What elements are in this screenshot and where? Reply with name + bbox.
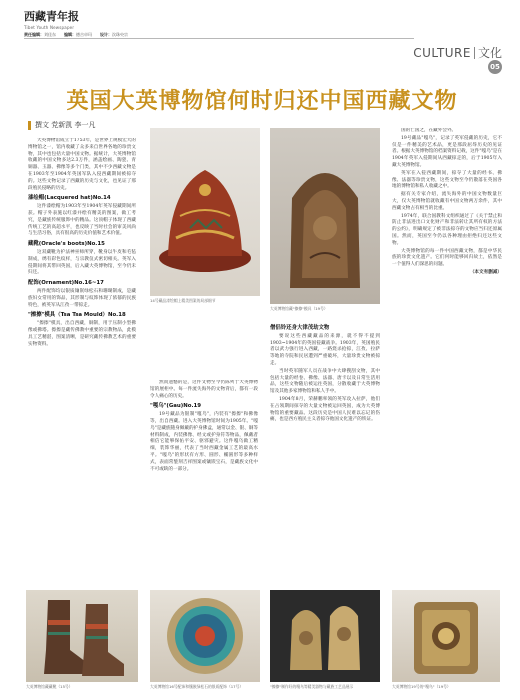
newspaper-logo: 西藏青年报: [24, 10, 79, 23]
paragraph: 19号藏品为银制"嘎乌"，内装有"擦擦"和佛像等，出自西藏。进入大英博物馆时间为1905年。"嘎乌"是藏族随身佩戴的护身佛盒，通常以金、银、铜等材料制成，内装佛像、经文或护身符等物品，佩戴者相信它能够保佑平安、驱邪避灾。这件嘎乌做工精细，装饰华丽，代表了当时西藏金属工艺的最高水平。"嘎乌"的形状有方形、圆形、椭圆形等多种样式，表面常錾刻吉祥图案或镶嵌宝石，是藏族文化中不可或缺的一部分。: [150, 412, 258, 472]
oracle-boots-image: [26, 590, 138, 682]
photo-ornament: [150, 590, 260, 682]
article-headline: 英国大英博物馆何时归还中国西藏文物: [66, 89, 458, 114]
page-number-badge: 05: [488, 60, 502, 74]
paragraph: 大英博物馆的每一件中国西藏文物，都是中华民族的珍贵文化遗产。它们何时能够回归故土，依然是一个值得人们深思的问题。: [392, 248, 502, 268]
section-divider: [474, 47, 475, 59]
article-signature: （本文有删减）: [469, 269, 502, 275]
paragraph: 1904年8月，荣赫鹏率领的英军攻入拉萨，他们在占领期间掠夺的大量文物被运回英国，成为大英博物馆的重要藏品。这段历史是中国人民难以忘记的伤痛，也是西方殖民主义者掠夺他国文化遗产的铁证。: [270, 396, 380, 423]
caption-gau: 大英博物馆19号的"嘎乌"（19号）: [392, 684, 451, 689]
byline: [28, 120, 95, 130]
credit-editor: 编辑：德吉卓玛: [64, 32, 92, 37]
paragraph: 当时英军随军人员在战争中大肆搜刮文物，其中包括大量的经卷、佛像、法器、唐卡以及日常生活用品，这些文物随后被运往英国，分散收藏于大英博物馆及其他多家博物馆和私人手中。: [270, 368, 380, 395]
subhead-oracle-boots: 藏靴(Oracle's boots)No.15: [28, 241, 105, 248]
ornament-image: [150, 590, 260, 682]
gau-display-image: [270, 590, 380, 682]
paragraph: 这件漆绘帽为1903年至1904年英军侵藏期间所获。帽子外表施以红漆并绘有精美的图案，做工考究，是藏族传统服饰中的精品。这顶帽子体现了西藏传统工艺的高超水平，也反映了当时社会的审美风尚与生活习俗，具有很高的历史价值和艺术价值。: [28, 204, 136, 237]
header-rule: [24, 38, 414, 39]
intro-paragraph: 大英博物馆成立于1753年，是世界上规模宏大的博物馆之一，馆内收藏了众多来自世界各地的珍贵文物，其中也包括大量中国文物。据统计，大英博物馆收藏的中国文物多达2.3万件，涵盖绘画、陶瓷、青铜器、玉器、佛像等多个门类，其中不少西藏文物是在1903年至1904年英国军队入侵西藏期间被掠夺的。这些文物记录了西藏的历史与文化，也见证了那段殖民侵略的历史。: [28, 138, 136, 191]
caption-tsa-tsa-mould: 大英博物馆藏"擦擦"模具（19号）: [270, 306, 328, 311]
section-tab: [413, 44, 502, 61]
caption-gau-display: "擦擦"制作好的嘎乌等精美器物与藏族工艺品展示: [270, 684, 354, 689]
paragraph: "擦擦"模具，出自西藏，铜制，用于压制小型佛像或佛塔。擦擦是藏传佛教中重要的宗教物品，此模具工艺精湛，图案清晰，是研究藏传佛教艺术的重要实物资料。: [28, 321, 136, 347]
paragraph: 两件配饰均以银质镶嵌绿松石和珊瑚制成，是藏族妇女常用的饰品，其形制与纹饰体现了浓郁的民族特色，被英军从江孜一带掠走。: [28, 288, 136, 308]
masthead: [24, 8, 504, 32]
byline-text: 撰文 党新凯 李一凡: [35, 121, 96, 129]
subhead-ornament: 配饰(Ornament)No.16~17: [28, 280, 104, 287]
paragraph: 然而遗憾的是，这件文物至今仍陈列于大英博物馆的展柜中。每一件流失海外的文物背后，都有一段令人痛心的历史。: [150, 380, 258, 399]
section-name-en: CULTURE: [413, 45, 471, 60]
gau-image: [392, 590, 500, 682]
section-name-zh: 文化: [477, 46, 502, 60]
newspaper-logo-subtitle: Tibet Youth Newspaper: [24, 25, 75, 30]
lacquered-hat-image: [150, 128, 260, 296]
caption-lacquered-hat: 14号藏品漆绘帽上精美图案的局部细节: [150, 298, 216, 303]
photo-tsa-tsa-mould: [270, 128, 380, 304]
credit-editor-in-charge: 责任编辑：刘佳东: [24, 32, 56, 37]
photo-gau-display: [270, 590, 380, 682]
article-column-1: [28, 138, 136, 586]
subhead-gau: "嘎乌"(Gau)No.19: [150, 403, 201, 410]
photo-oracle-boots: [26, 590, 138, 682]
subhead-history: 僧侣铃还身大律茂劫文物: [270, 325, 330, 331]
article-column-4: [392, 128, 502, 590]
paragraph: 英军在入侵西藏期间，掠夺了大量的经书、佛像、法器等珍贵文物，这些文物至今仍散落在英国各地的博物馆和私人收藏之中。: [392, 170, 502, 190]
paragraph: 要说这些西藏藏品的来源，就不得不提到1903~1904年的英国侵藏战争。1903年，英国殖民者以武力强行进入西藏，一路烧杀抢掠，江孜、拉萨等地的寺院和民居遭到严重破坏，大量珍贵文物被掠走。: [270, 333, 380, 366]
caption-ornament: 大英博物馆16号配饰和镶嵌绿松石的银质配饰（17号）: [150, 684, 244, 689]
caption-oracle-boots: 大英博物馆藏藏靴（15号）: [26, 684, 73, 689]
article-column-3: [270, 322, 380, 590]
subhead-tsa-tsa-mould: "擦擦"模具（Tsa Tsa Mould）No.18: [28, 312, 126, 319]
paragraph: 1974年，联合国教科文组织通过了《关于禁止和防止非法进出口文化财产和非法转让其所有权的方法的公约》，明确规定了被非法掠夺的文物应当归还原属国。然而，英国至今仍以各种理由拒绝归还这些文物。: [392, 213, 502, 246]
paragraph: 这双藏靴为护法神巫师所穿，靴身以牛皮和毛毡制成，绣有彩色纹样，与宗教仪式密切相关。英军入侵期间将其带回英国，后入藏大英博物馆，至今仍未归还。: [28, 249, 136, 276]
photo-gau: [392, 590, 500, 682]
byline-accent-bar: [28, 121, 31, 130]
photo-lacquered-hat: [150, 128, 260, 296]
article-column-2: [150, 380, 258, 585]
credit-designer: 设计：次珠央宗: [100, 32, 128, 37]
subhead-lacquered-hat: 漆绘帽(Lacquered hat)No.14: [28, 195, 111, 202]
paragraph: 19号藏品"嘎乌"，记录了英军侵藏的历史，它不仅是一件精美的艺术品，更是那段屈辱历史的见证者。根据大英博物馆的档案资料记载，这件"嘎乌"是在1904年英军入侵期间从西藏掠走的，后于1905年入藏大英博物馆。: [392, 135, 502, 168]
paragraph: 据有关专家介绍，流失海外的中国文物数量巨大，仅大英博物馆就收藏有中国文物两万余件，其中西藏文物占有相当的比重。: [392, 192, 502, 211]
paragraph: 国的亡国之，在藏外会外。: [401, 128, 457, 133]
tsa-tsa-mould-image: [270, 128, 380, 304]
